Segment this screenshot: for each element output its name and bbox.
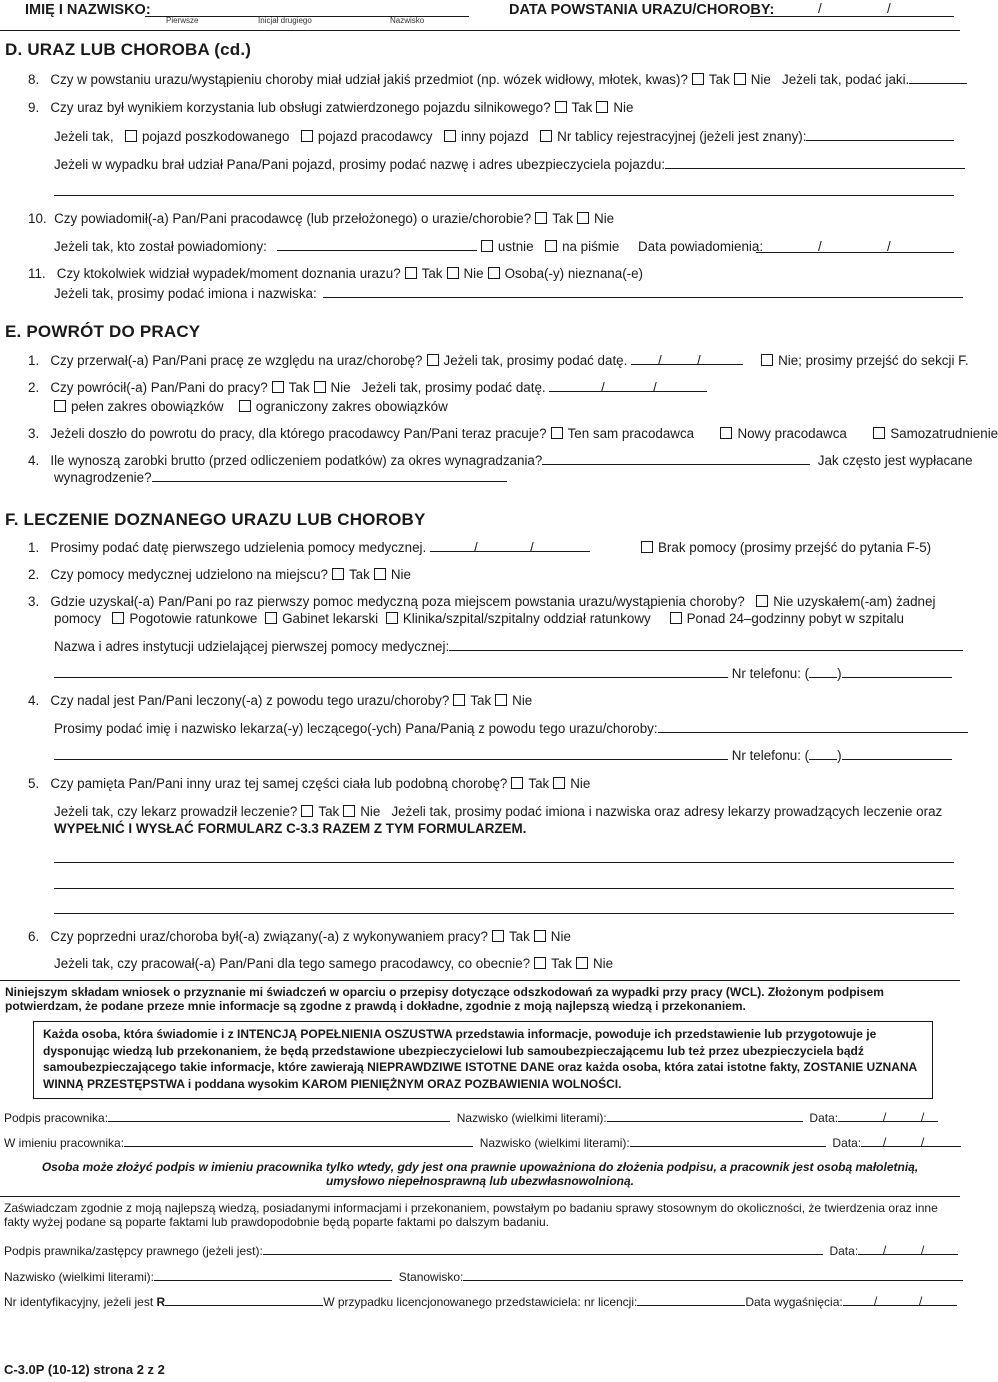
question-text: Gdzie uzyskał(-a) Pan/Pani po raz pierwszy pomoc medyczną poza miejscem powstania urazu/wystąpienia choroby?	[50, 594, 745, 609]
option-label: Nie; prosimy przejść do sekcji F.	[778, 353, 969, 368]
checkbox[interactable]	[873, 427, 885, 439]
worker-signature-row	[4, 1110, 938, 1125]
option-label: pomocy	[54, 611, 101, 626]
name-label: IMIĘ I NAZWISKO:	[25, 2, 151, 18]
option-label: Nie	[594, 211, 615, 226]
date-slash: /	[921, 1243, 925, 1257]
care-options	[54, 611, 904, 627]
question-number: 6.	[28, 929, 40, 944]
follow-up-text: Jeżeli tak, prosimy podać datę.	[361, 380, 546, 395]
option-label: inny pojazd	[460, 129, 529, 144]
id-label: Nr identyfikacyjny, jeżeli jest	[4, 1295, 154, 1309]
name-position-row	[4, 1269, 963, 1284]
question-number: 4.	[28, 453, 40, 468]
date-slash: /	[887, 239, 891, 254]
question-text: Czy poprzedni uraz/choroba był(-a) związany(-a) z wykonywaniem pracy?	[50, 929, 488, 944]
checkbox[interactable]	[453, 694, 465, 706]
date-slash: /	[883, 1135, 887, 1149]
frequency-label: wynagrodzenie?	[54, 470, 152, 485]
option-label: Klinika/szpital/szpitalny oddział ratunkowy	[402, 611, 651, 626]
question-number: 5.	[28, 776, 40, 791]
date-label: Data:	[832, 1136, 862, 1150]
checkbox[interactable]	[535, 212, 547, 224]
institution-question	[54, 639, 963, 655]
date-slash: /	[921, 1135, 925, 1149]
checkbox[interactable]	[492, 930, 504, 942]
option-label: Nie	[750, 72, 771, 87]
area-code-field[interactable]	[809, 748, 837, 760]
question-f1	[28, 540, 590, 556]
insurer-question	[54, 157, 965, 173]
notified-who	[54, 239, 763, 255]
date-slash: /	[474, 540, 478, 555]
question-text: Czy uraz był wynikiem korzystania lub obsługi zatwierdzonego pojazdu silnikowego?	[50, 100, 551, 115]
option-label: Pogotowie ratunkowe	[129, 611, 258, 626]
option-label: Tak	[552, 211, 574, 226]
attestation-divider	[0, 1196, 960, 1197]
license-label: W przypadku licencjonowanego przedstawiciela: nr licencji:	[323, 1295, 638, 1309]
date-slash: /	[919, 1294, 923, 1308]
option-label: pojazd pracodawcy	[317, 129, 433, 144]
question-text: Jeżeli doszło do powrotu do pracy, dla którego pracodawcy Pan/Pani teraz pracuje?	[50, 426, 547, 441]
option-label: Samozatrudnienie	[890, 426, 998, 441]
insurer-label: Jeżeli w wypadku brał udział Pana/Pani pojazd, prosimy podać nazwę i adres ubezpieczyciela pojazdu:	[54, 157, 666, 172]
question-d9	[28, 100, 633, 116]
id-prefix: R	[156, 1295, 166, 1309]
question-number: 2.	[28, 380, 40, 395]
sub-initial: Inicjał drugiego	[258, 16, 312, 25]
option-label: Tak	[288, 380, 310, 395]
option-label: Tak	[708, 72, 730, 87]
expiry-field[interactable]	[843, 1294, 957, 1306]
date-field[interactable]	[631, 353, 743, 365]
option-label: Nowy pracodawca	[737, 426, 847, 441]
name-caps-label: Nazwisko (wielkimi literami):	[456, 1111, 607, 1125]
doctor-question	[54, 721, 968, 737]
notified-field[interactable]	[277, 239, 477, 251]
option-label: pojazd poszkodowanego	[142, 129, 290, 144]
form-code: C-3.0P (10-12) strona 2 z 2	[4, 1362, 165, 1377]
question-d10	[28, 211, 614, 227]
option-label: Tak	[551, 956, 572, 971]
question-text: Czy ktokolwiek widział wypadek/moment doznania urazu?	[56, 266, 401, 281]
position-field[interactable]	[463, 1269, 963, 1281]
institution-field-line[interactable]	[54, 666, 728, 678]
question-e4	[28, 453, 973, 469]
date-slash: /	[887, 1, 891, 16]
id-row	[4, 1294, 957, 1309]
on-behalf-row	[4, 1135, 961, 1150]
date-slash: /	[883, 1110, 887, 1124]
checkbox[interactable]	[427, 354, 439, 366]
name-caps-label: Nazwisko (wielkimi literami):	[4, 1270, 155, 1284]
institution-field[interactable]	[449, 639, 963, 651]
checkbox[interactable]	[447, 267, 459, 279]
question-number: 8.	[28, 72, 40, 87]
area-code-field[interactable]	[809, 666, 837, 678]
question-text: Czy w powstaniu urazu/wystąpieniu choroby miał udział jakiś przedmiot (np. wózek widłowy, młotek, kwas)?	[50, 72, 688, 87]
checkbox[interactable]	[386, 612, 398, 624]
vehicle-options	[54, 129, 954, 145]
position-label: Stanowisko:	[398, 1270, 464, 1284]
question-d11	[28, 266, 643, 282]
checkbox[interactable]	[534, 957, 546, 969]
witness-label: Jeżeli tak, prosimy podać imiona i nazwiska:	[54, 286, 317, 301]
question-f5	[28, 776, 590, 792]
insurer-field[interactable]	[665, 157, 965, 169]
option-label: Nie	[512, 693, 533, 708]
on-behalf-label: W imieniu pracownika:	[4, 1136, 125, 1150]
checkbox[interactable]	[641, 541, 653, 553]
checkbox[interactable]	[481, 240, 493, 252]
checkbox[interactable]	[265, 612, 277, 624]
date-slash: /	[658, 353, 662, 368]
checkbox[interactable]	[112, 612, 124, 624]
name-caps-field[interactable]	[607, 1110, 803, 1122]
option-label: Nie	[550, 929, 571, 944]
date-slash: /	[818, 1, 822, 16]
checkbox[interactable]	[301, 805, 313, 817]
sub-first: Pierwsze	[166, 16, 199, 25]
expiry-label: Data wygaśnięcia:	[745, 1295, 843, 1309]
treatment-question	[54, 804, 942, 820]
question-text: Czy powiadomił(-a) Pan/Pani pracodawcę (lub przełożonego) o urazie/chorobie?	[54, 211, 532, 226]
checkbox[interactable]	[374, 568, 386, 580]
option-label: Tak	[421, 266, 443, 281]
lawyer-signature-field[interactable]	[263, 1243, 823, 1255]
checkbox[interactable]	[553, 777, 565, 789]
witness-names	[54, 286, 963, 302]
checkbox[interactable]	[534, 930, 546, 942]
phone-field[interactable]	[842, 666, 952, 678]
declaration-divider	[0, 980, 960, 981]
date-label: Data:	[809, 1111, 839, 1125]
checkbox[interactable]	[576, 957, 588, 969]
option-label: Nie	[360, 804, 381, 819]
question-e3	[28, 426, 998, 442]
checkbox[interactable]	[577, 212, 589, 224]
option-label: Nie	[463, 266, 484, 281]
question-number: 1.	[28, 353, 40, 368]
question-f3	[28, 594, 935, 610]
checkbox[interactable]	[555, 101, 567, 113]
checkbox[interactable]	[761, 354, 773, 366]
frequency-field[interactable]	[152, 470, 507, 482]
option-label: Nie	[592, 956, 614, 971]
section-d-title: D. URAZ LUB CHOROBA (cd.)	[5, 40, 252, 59]
question-number: 3.	[28, 426, 40, 441]
checkbox[interactable]	[540, 130, 552, 142]
question-text: Prosimy podać datę pierwszego udzielenia pomocy medycznej.	[50, 540, 427, 555]
earnings-field[interactable]	[542, 453, 810, 465]
option-label: ograniczony zakres obowiązków	[255, 399, 448, 414]
name-caps-field[interactable]	[154, 1269, 392, 1281]
question-e2	[28, 380, 707, 396]
question-f6	[28, 929, 571, 945]
answer-line[interactable]	[54, 862, 954, 863]
date-field[interactable]	[858, 1243, 958, 1255]
option-label: na piśmie	[562, 239, 620, 254]
date-field[interactable]	[549, 380, 707, 392]
checkbox[interactable]	[405, 267, 417, 279]
header-divider	[0, 30, 960, 31]
institution-phone	[54, 666, 952, 682]
date-slash: /	[921, 1110, 925, 1124]
checkbox[interactable]	[692, 73, 704, 85]
question-number: 9.	[28, 100, 40, 115]
worker-signature-label: Podpis pracownika:	[4, 1111, 109, 1125]
doctor-field-line[interactable]	[54, 748, 728, 760]
option-label: Tak	[508, 929, 530, 944]
treatment-label: Jeżeli tak, czy lekarz prowadził leczenie?	[54, 804, 298, 819]
if-yes-label: Jeżeli tak,	[54, 129, 114, 144]
question-f2	[28, 567, 411, 583]
option-label: Ponad 24–godzinny pobyt w szpitalu	[686, 611, 905, 626]
duty-options	[50, 399, 448, 415]
question-e1	[28, 353, 969, 369]
question-number: 11.	[28, 266, 46, 281]
date-slash: /	[530, 540, 534, 555]
checkbox[interactable]	[551, 427, 563, 439]
option-label: Brak pomocy (prosimy przejść do pytania F-5)	[658, 540, 932, 555]
follow-up-text: Jeżeli tak, podać jaki.	[782, 72, 910, 87]
answer-line[interactable]	[909, 72, 967, 84]
form-c33-instruction: WYPEŁNIĆ I WYSŁAĆ FORMULARZ C-3.3 RAZEM Z TYM FORMULARZEM.	[54, 821, 527, 836]
answer-line[interactable]	[54, 888, 954, 889]
institution-label: Nazwa i adres instytucji udzielającej pierwszej pomocy medycznej:	[54, 639, 450, 654]
plate-label: Nr tablicy rejestracyjnej (jeżeli jest znany):	[557, 129, 807, 144]
question-d8	[28, 72, 967, 88]
on-behalf-field[interactable]	[124, 1135, 473, 1147]
answer-line[interactable]	[54, 913, 954, 914]
section-f-title: F. LECZENIE DOZNANEGO URAZU LUB CHOROBY	[5, 510, 426, 529]
question-text: Ile wynoszą zarobki brutto (przed odliczeniem podatków) za okres wynagradzania?	[50, 453, 543, 468]
follow-up-text: Jeżeli tak, prosimy podać imiona i nazwiska oraz adresy lekarzy prowadzących leczenie oraz	[391, 804, 943, 819]
option-label: ustnie	[497, 239, 534, 254]
date-slash: /	[874, 1294, 878, 1308]
name-caps-label: Nazwisko (wielkimi literami):	[479, 1136, 630, 1150]
license-field[interactable]	[637, 1294, 745, 1306]
option-label: Nie	[613, 100, 634, 115]
phone-field[interactable]	[842, 748, 952, 760]
injury-date-field[interactable]	[750, 16, 954, 17]
date-slash: /	[601, 380, 605, 395]
checkbox[interactable]	[332, 568, 344, 580]
notified-label: Jeżeli tak, kto został powiadomiony:	[54, 239, 267, 254]
doctor-field[interactable]	[658, 721, 968, 733]
option-label: Tak	[528, 776, 550, 791]
frequency-line	[54, 470, 507, 486]
sub-last: Nazwisko	[390, 16, 425, 25]
checkbox[interactable]	[734, 73, 746, 85]
question-text: Czy pamięta Pan/Pani inny uraz tej samej części ciała lub podobną chorobę?	[50, 776, 508, 791]
option-label: Nie uzyskałem(-am) żadnej	[773, 594, 936, 609]
lawyer-signature-label: Podpis prawnika/zastępcy prawnego (jeżeli jest):	[4, 1244, 263, 1258]
date-slash: /	[818, 239, 822, 254]
question-text: Czy powrócił(-a) Pan/Pani do pracy?	[50, 380, 268, 395]
phone-label: Nr telefonu: (	[731, 748, 810, 763]
date-slash: /	[653, 380, 657, 395]
name-caps-field[interactable]	[630, 1135, 826, 1147]
checkbox[interactable]	[125, 130, 137, 142]
question-text: Czy przerwał(-a) Pan/Pani pracę ze względu na uraz/chorobę?	[50, 353, 423, 368]
plate-field[interactable]	[806, 129, 954, 141]
checkbox[interactable]	[670, 612, 682, 624]
same-employer-question	[54, 956, 613, 972]
checkbox[interactable]	[54, 400, 66, 412]
no-help-option	[637, 540, 931, 556]
signature-note: Osoba może złożyć podpis w imieniu pracownika tylko wtedy, gdy jest ona prawnie upoważniona do złożenia podpisu, a pracownik jest osobą małoletnią, umysłowo niepełnosprawną lub ubezwłasnowolnioną.	[41, 1160, 919, 1188]
date-field[interactable]	[430, 540, 590, 552]
question-number: 2.	[28, 567, 40, 582]
option-label: Nie	[330, 380, 351, 395]
checkbox[interactable]	[756, 595, 768, 607]
option-label: Nie	[570, 776, 591, 791]
option-label: Gabinet lekarski	[282, 611, 379, 626]
checkbox[interactable]	[343, 805, 355, 817]
question-number: 10.	[28, 211, 47, 226]
checkbox[interactable]	[301, 130, 313, 142]
checkbox[interactable]	[488, 267, 500, 279]
question-text: Czy pomocy medycznej udzielono na miejscu?	[50, 567, 328, 582]
option-label: Tak	[348, 567, 370, 582]
checkbox[interactable]	[444, 130, 456, 142]
date-slash: /	[883, 1243, 887, 1257]
option-label: Tak	[571, 100, 593, 115]
doctor-phone	[54, 748, 952, 764]
checkbox[interactable]	[314, 381, 326, 393]
doctor-label: Prosimy podać imię i nazwisko lekarza(-y) leczącego(-ych) Pana/Panią z powodu tego urazu/choroby:	[54, 721, 658, 736]
option-label: Tak	[318, 804, 340, 819]
checkbox[interactable]	[272, 381, 284, 393]
date-label: Data:	[829, 1244, 859, 1258]
phone-label: )	[837, 666, 842, 681]
option-label: Nie	[390, 567, 411, 582]
option-label: pełen zakres obowiązków	[71, 399, 224, 414]
phone-label: )	[837, 748, 842, 763]
option-label: Osoba(-y) nieznana(-e)	[504, 266, 644, 281]
question-number: 3.	[28, 594, 40, 609]
notify-date-label: Data powiadomienia:	[637, 239, 764, 254]
option-label: Tak	[470, 693, 492, 708]
injury-date-label: DATA POWSTANIA URAZU/CHOROBY:	[509, 2, 775, 18]
id-field[interactable]	[165, 1294, 323, 1306]
question-text: Jeżeli tak, czy pracował(-a) Pan/Pani dla tego samego pracodawcy, co obecnie?	[54, 956, 531, 971]
question-number: 4.	[28, 693, 40, 708]
checkbox[interactable]	[545, 240, 557, 252]
section-e-title: E. POWRÓT DO PRACY	[5, 322, 201, 341]
checkbox[interactable]	[596, 101, 608, 113]
checkbox[interactable]	[239, 400, 251, 412]
question-number: 1.	[28, 540, 40, 555]
worker-signature-field[interactable]	[108, 1110, 450, 1122]
question-f4	[28, 693, 532, 709]
question-text: Czy nadal jest Pan/Pani leczony(-a) z powodu tego urazu/choroby?	[50, 693, 450, 708]
frequency-label: Jak często jest wypłacane	[817, 453, 973, 468]
fraud-warning-text: Każda osoba, która świadomie i z INTENCJĄ POPEŁNIENIA OSZUSTWA przedstawia informacje, powoduje ich przedstawienie lub przygotowuje je dysponując wiedzą lub przekonaniem, że będą przedstawione ubezpieczycielowi lub samoubezpieczającemu lub też przez ubezpieczyciela bądź samoubezpieczającego takie informacje, które zawierają NIEPRAWDZIWE ISTOTNE DANE oraz każda osoba, która zatai istotne fakty, ZOSTANIE UZNANA WINNĄ PRZESTĘPSTWA i poddana wysokim KAROM PIENIĘŻNYM ORAZ POZBAWIENIA WOLNOŚCI.	[43, 1027, 917, 1091]
phone-label: Nr telefonu: (	[731, 666, 810, 681]
attestation-text: Zaświadczam zgodnie z moją najlepszą wiedzą, posiadanymi informacjami i przekonaniem, powstałym po badaniu sprawy stosownym do okoliczności, że twierdzenia oraz inne fakty wyżej podane są poparte faktami lub prawdopodobnie będą poparte faktami po dalszym badaniu.	[4, 1201, 938, 1229]
checkbox[interactable]	[495, 694, 507, 706]
date-field[interactable]	[861, 1135, 961, 1147]
notify-date-field[interactable]	[756, 252, 954, 253]
checkbox[interactable]	[511, 777, 523, 789]
lawyer-signature-row	[4, 1243, 958, 1258]
option-label: Jeżeli tak, prosimy podać datę.	[443, 353, 628, 368]
checkbox[interactable]	[720, 427, 732, 439]
date-slash: /	[697, 353, 701, 368]
witness-field[interactable]	[323, 286, 963, 298]
option-label: Ten sam pracodawca	[567, 426, 695, 441]
declaration-text: Niniejszym składam wniosek o przyznanie mi świadczeń w oparciu o przepisy dotyczące odszkodowań za wypadki przy pracy (WCL). Złożonym podpisem potwierdzam, że podane przeze mnie informacje są zgodne z prawdą i dokładne, zgodnie z moją najlepszą wiedzą i przekonaniem.	[5, 985, 884, 1013]
insurer-field-line[interactable]	[54, 195, 954, 196]
